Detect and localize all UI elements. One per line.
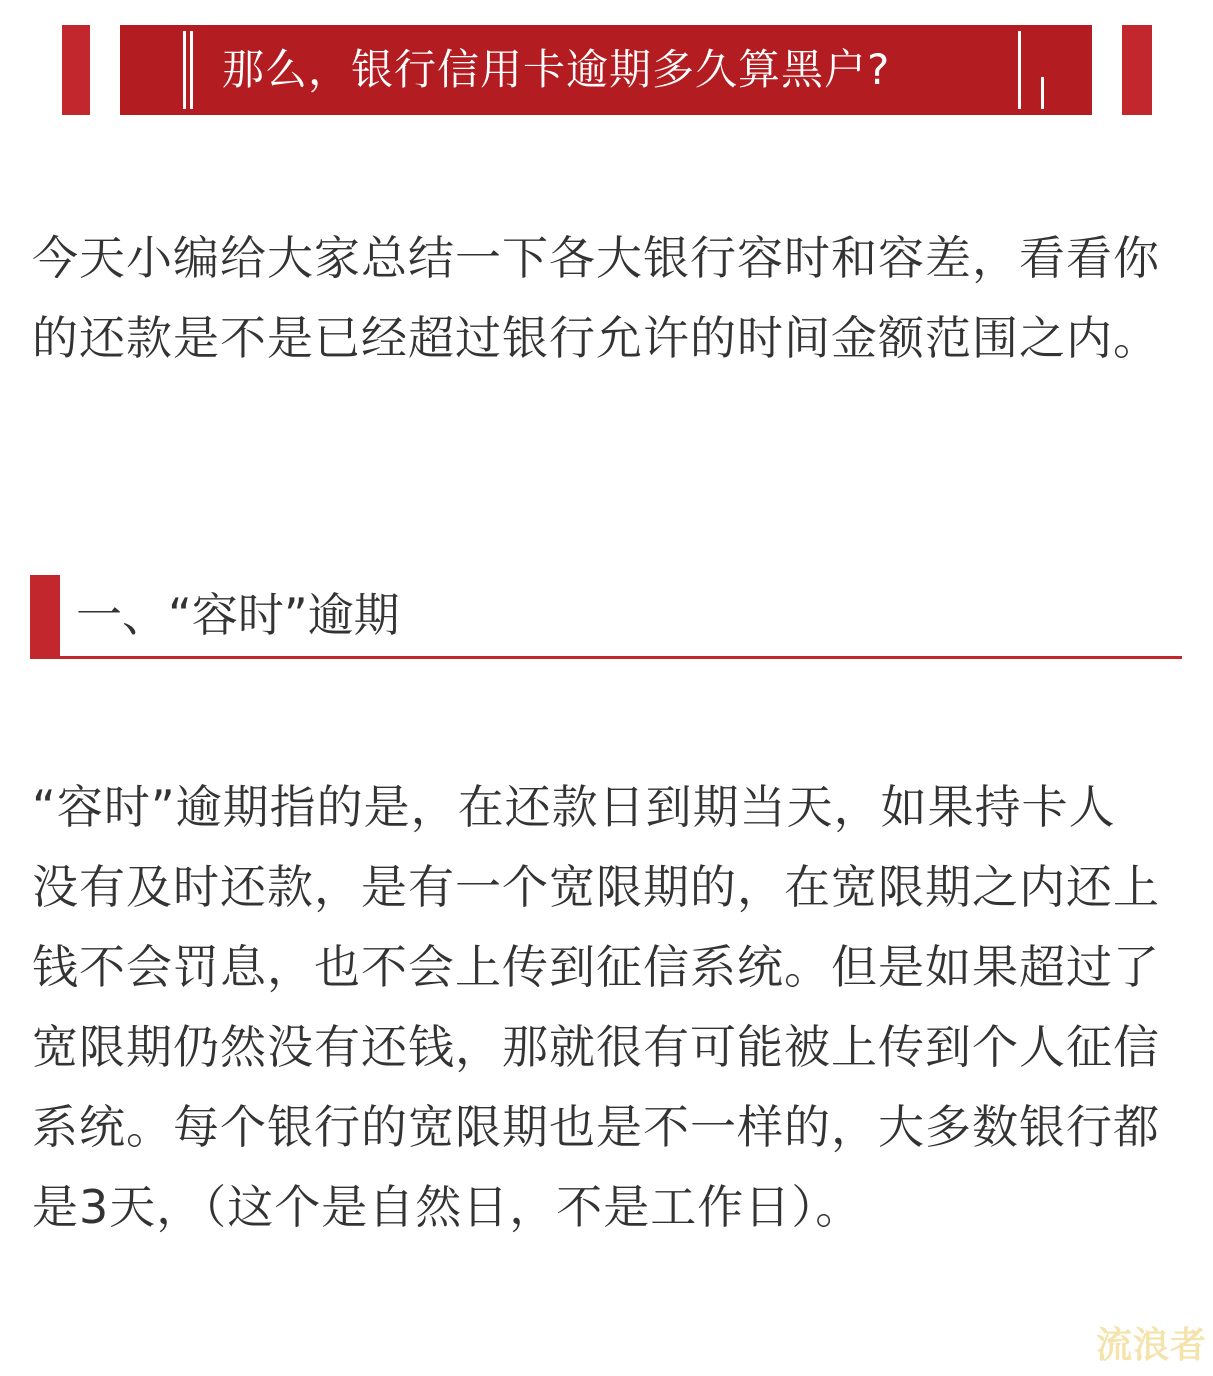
banner-pinline-right [1018, 31, 1021, 109]
body-paragraph: “容时”逾期指的是，在还款日到期当天，如果持卡人没有及时还款，是有一个宽限期的，在宽限期之内还上钱不会罚息，也不会上传到征信系统。但是如果超过了宽限期仍然没有还钱，那就很有可能被上传到个人征信系统。每个银行的宽限期也是不一样的，大多数银行都是3天，（这个是自然日，不是工作日）。 [32, 780, 1160, 1234]
banner-title: 那么，银行信用卡逾期多久算黑户? [222, 45, 891, 94]
banner-pinline-left [183, 31, 186, 109]
section-heading-underline [30, 656, 1182, 659]
banner-left-decoration [62, 25, 90, 115]
watermark-logo: 流浪者 [1095, 1325, 1207, 1366]
section-heading [30, 575, 1182, 659]
banner-pinline-left-inner [190, 31, 193, 109]
banner-pinline-right-short [1041, 77, 1044, 109]
title-banner [0, 25, 1213, 115]
banner-right-decoration [1122, 25, 1152, 115]
section-heading-text: 一、“容时”逾期 [76, 588, 400, 642]
section-heading-accent-bar [30, 575, 60, 657]
intro-paragraph: 今天小编给大家总结一下各大银行容时和容差，看看你的还款是不是已经超过银行允许的时间金额范围之内。 [32, 231, 1160, 365]
